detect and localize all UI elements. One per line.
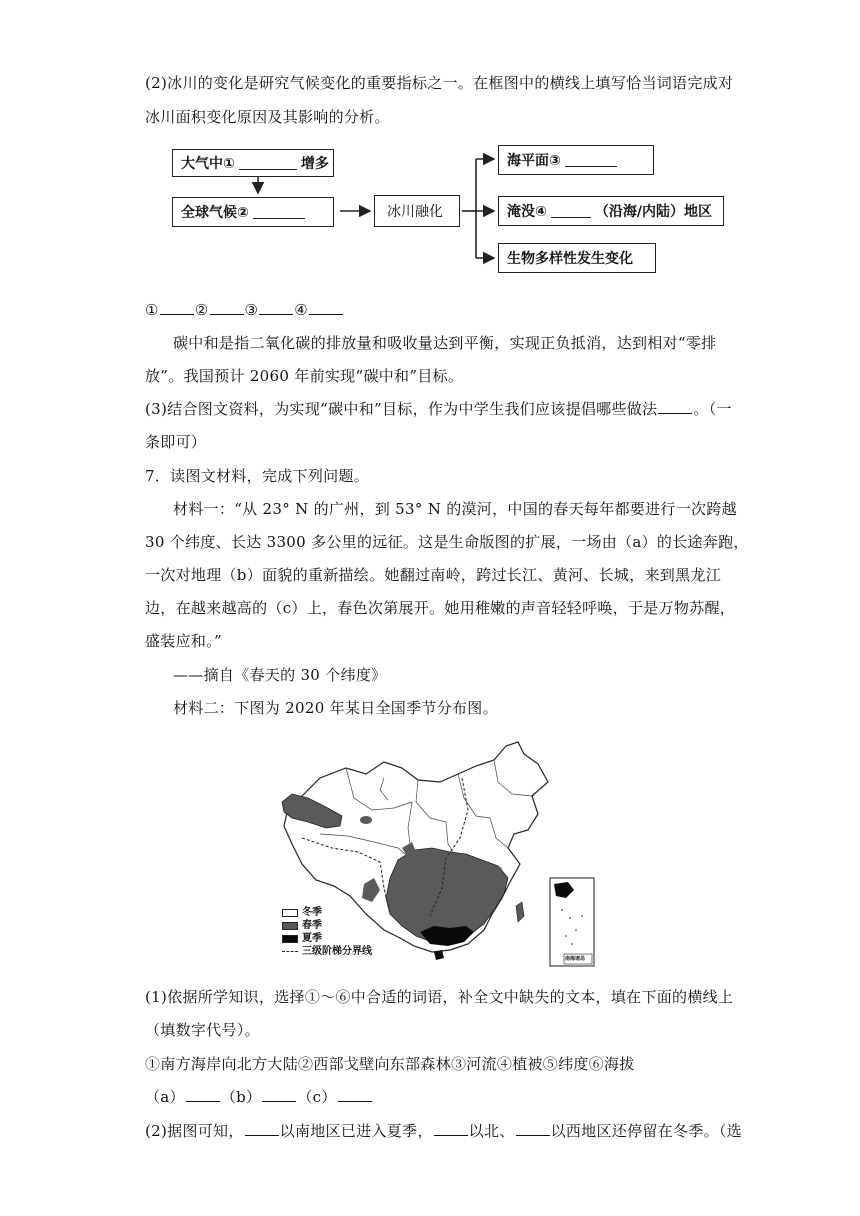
answer-blank-c[interactable] xyxy=(338,1087,372,1102)
box-bio-label: 生物多样性发生变化 xyxy=(507,251,633,267)
q7-2-text-3: 以北、 xyxy=(468,1122,515,1140)
q7-material1-line5: 盛装应和。” xyxy=(145,632,222,650)
box-flood-pre: 淹没④ xyxy=(507,204,547,220)
legend-label-summer: 夏季 xyxy=(302,933,322,944)
q7-2-line1 xyxy=(145,1121,742,1141)
answer-blank-3[interactable] xyxy=(259,300,293,315)
answer-blank-1[interactable] xyxy=(160,300,194,315)
q6-3-line2: 条即可） xyxy=(145,433,207,451)
q7-1-answers xyxy=(145,1087,373,1107)
answer-blank-b[interactable] xyxy=(262,1087,296,1102)
box-climate-pre: 全球气候② xyxy=(181,205,249,221)
blank-1[interactable] xyxy=(239,157,297,170)
answer-blank-2[interactable] xyxy=(210,300,244,315)
q7-material1-line1: 材料一：“从 23° N 的广州，到 53° N 的漠河，中国的春天每年都要进行一次跨越 xyxy=(173,500,737,518)
legend-swatch-winter xyxy=(282,909,298,917)
box-atmosphere xyxy=(172,149,334,177)
legend-swatch-boundary xyxy=(282,951,298,952)
q7-1-options: ①南方海岸向北方大陆②西部戈壁向东部森林③河流④植被⑤纬度⑥海拔 xyxy=(145,1055,635,1073)
blank-4[interactable] xyxy=(551,205,591,218)
carbon-para-line2: 放”。我国预计 2060 年前实现“碳中和”目标。 xyxy=(145,367,464,385)
legend-boundary xyxy=(282,945,372,958)
answer-label-2: ② xyxy=(194,301,209,319)
legend-label-boundary: 三级阶梯分界线 xyxy=(302,946,372,957)
q7-2-text-4: 以西地区还停留在冬季。（选 xyxy=(550,1122,742,1140)
q7-source: ——摘自《春天的 30 个纬度》 xyxy=(173,666,387,684)
q6-2-line2: 冰川面积变化原因及其影响的分析。 xyxy=(145,108,390,126)
box-flood-post: （沿海/内陆）地区 xyxy=(594,204,712,220)
q6-3-text: (3)结合图文资料，为实现“碳中和”目标，作为中学生我们应该提倡哪些做法 xyxy=(145,400,658,418)
q7-2-blank-2[interactable] xyxy=(434,1121,468,1136)
flowchart-arrows xyxy=(0,0,860,300)
legend-winter xyxy=(282,906,372,919)
box-sea-level xyxy=(498,145,654,175)
box-climate xyxy=(172,197,334,227)
q7-2-blank-3[interactable] xyxy=(516,1121,550,1136)
q6-2-line1: (2)冰川的变化是研究气候变化的重要指标之一。在框图中的横线上填写恰当词语完成对 xyxy=(145,74,734,92)
legend-spring xyxy=(282,919,372,932)
q7-2-text-1: (2)据图可知， xyxy=(145,1122,244,1140)
q6-3-blank[interactable] xyxy=(658,399,692,414)
q7-1-line1: (1)依据所学知识，选择①～⑥中合适的词语，补全文中缺失的文本，填在下面的横线上 xyxy=(145,988,734,1006)
q7-material1-line3: 一次对地理（b）面貌的重新描绘。她翻过南岭，跨过长江、黄河、长城，来到黑龙江 xyxy=(145,566,722,584)
box-atmosphere-post: 增多 xyxy=(300,156,329,172)
q6-3-line1 xyxy=(145,399,732,419)
answer-label-1: ① xyxy=(145,301,159,319)
q7-material1-line2: 30 个纬度、长达 3300 多公里的远征。这是生命版图的扩展，一场由（a）的长途奔跑， xyxy=(145,533,749,551)
q7-2-blank-1[interactable] xyxy=(245,1121,279,1136)
box-glacier-melt xyxy=(374,195,460,227)
blank-2[interactable] xyxy=(253,206,305,219)
answer-label-3: ③ xyxy=(244,301,259,319)
box-sea-pre: 海平面③ xyxy=(507,153,561,169)
legend-label-spring: 春季 xyxy=(302,920,322,931)
box-biodiversity xyxy=(498,243,656,273)
answer-label-4: ④ xyxy=(294,301,308,319)
legend-swatch-summer xyxy=(282,935,298,943)
q6-3-text-post: 。（一 xyxy=(693,400,732,418)
answer-blank-a[interactable] xyxy=(186,1087,220,1102)
answer-label-a: （a） xyxy=(145,1088,185,1106)
q7-2-text-2: 以南地区已进入夏季， xyxy=(279,1122,433,1140)
legend-summer xyxy=(282,932,372,945)
blank-3[interactable] xyxy=(565,154,617,167)
q7-material2: 材料二：下图为 2020 年某日全国季节分布图。 xyxy=(173,699,498,717)
q7-title: 7．读图文材料，完成下列问题。 xyxy=(145,467,370,485)
box-glacier-label: 冰川融化 xyxy=(387,204,443,220)
carbon-para-line1: 碳中和是指二氧化碳的排放量和吸收量达到平衡，实现正负抵消，达到相对“零排 xyxy=(173,334,717,352)
inset-label: 南海诸岛 xyxy=(565,956,586,962)
legend-swatch-spring xyxy=(282,922,298,930)
answer-blank-4[interactable] xyxy=(309,300,343,315)
box-flood xyxy=(498,196,724,226)
answer-label-b: （b） xyxy=(220,1088,262,1106)
answer-blanks-line xyxy=(145,300,344,320)
legend-label-winter: 冬季 xyxy=(302,907,322,918)
map-legend xyxy=(282,906,372,958)
q7-material1-line4: 边，在越来越高的（c）上，春色次第展开。她用稚嫩的声音轻轻呼唤，于是万物苏醒， xyxy=(145,599,736,617)
q7-1-line2: （填数字代号）。 xyxy=(145,1021,260,1039)
box-atmosphere-pre: 大气中① xyxy=(181,156,235,172)
answer-label-c: （c） xyxy=(297,1088,337,1106)
